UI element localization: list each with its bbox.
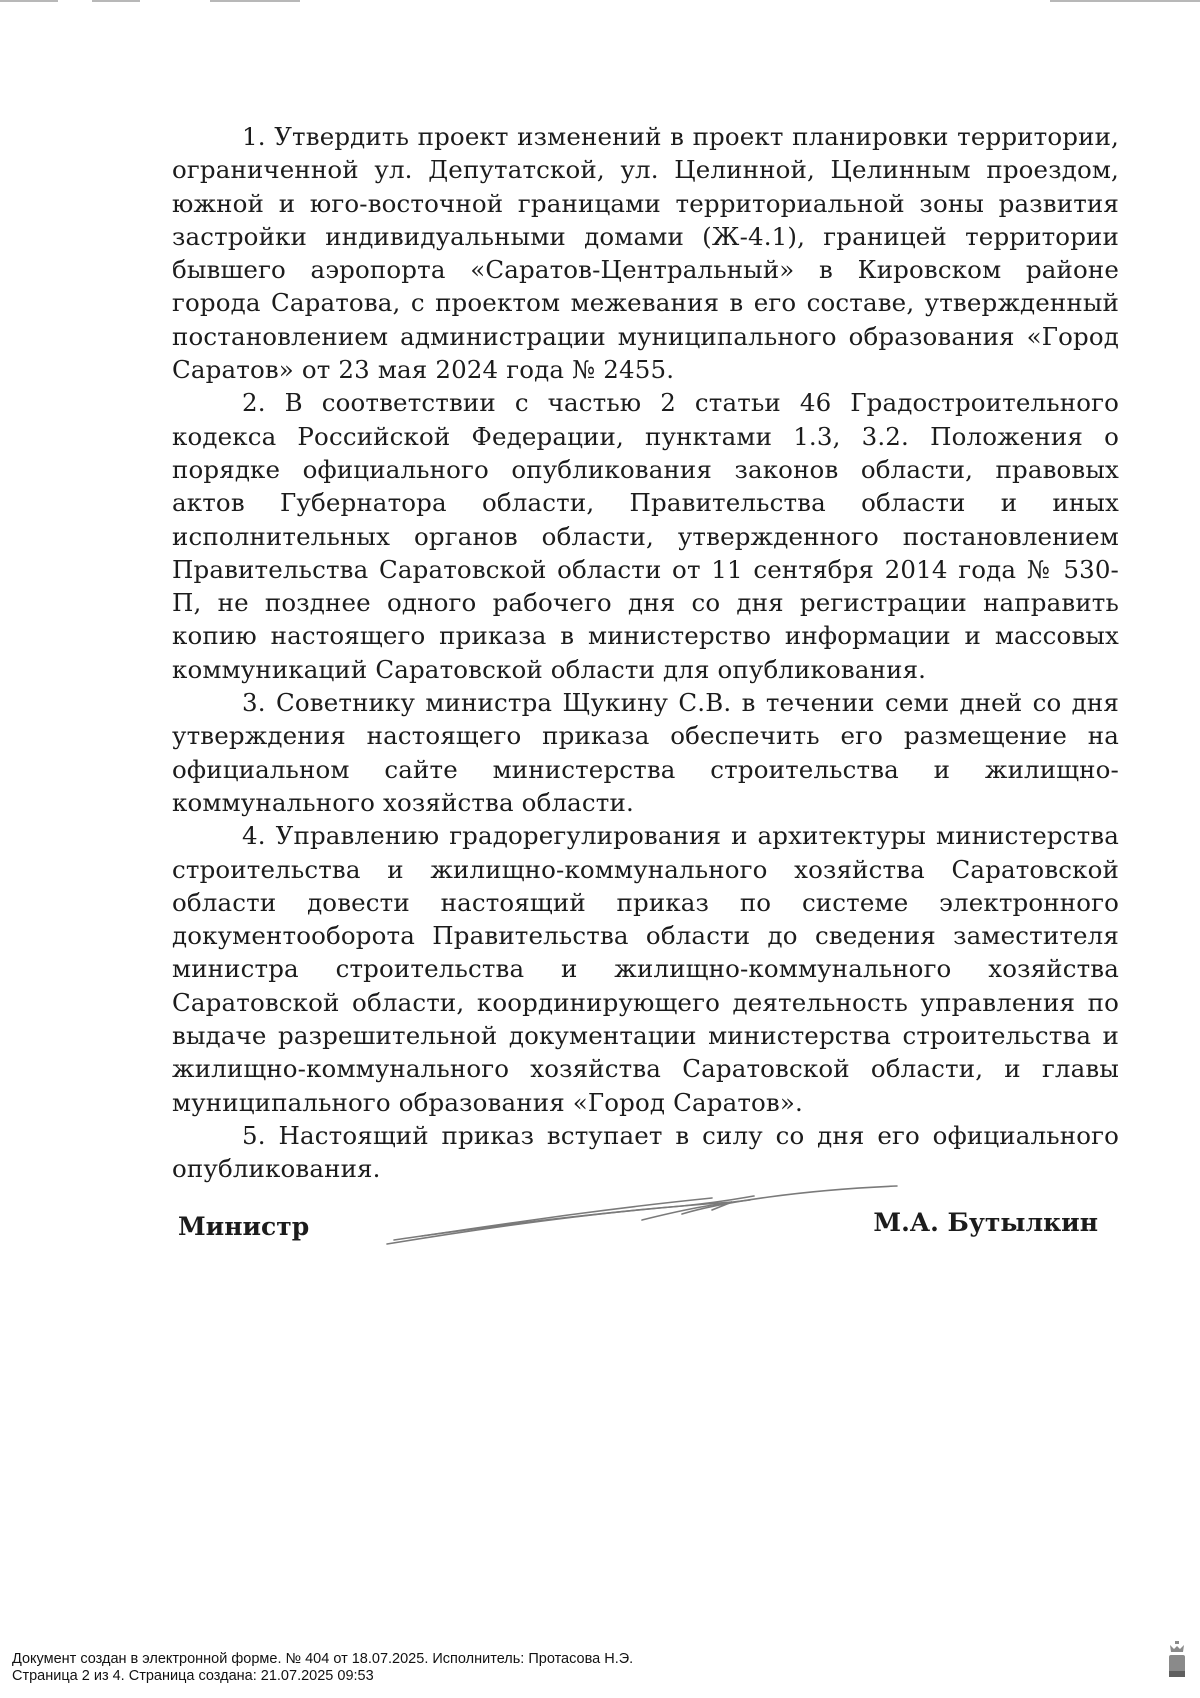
scan-edge-marks [0, 0, 1200, 6]
paragraph-1: 1. Утвердить проект изменений в проект планировки территории, ограниченной ул. Депутатской, ул. Целинной, Целинным проездом, южной и юго-восточной границами территориальной зоны развития застройки индивидуальными домами (Ж-4.1), границей территории бывшего аэропорта «Саратов-Центральный» в Кировском районе города Саратова, с проектом межевания в его составе, утвержденный постановлением администрации муниципального образования «Город Саратов» от 23 мая 2024 года № 2455. [172, 122, 1119, 385]
paragraph-5: 5. Настоящий приказ вступает в силу со дня его официального опубликования. [172, 1120, 1119, 1184]
document-body [172, 120, 1119, 1186]
paragraph-3: 3. Советнику министра Щукину С.В. в течении семи дней со дня утверждения настоящего приказа обеспечить его размещение на официальном сайте министерства строительства и жилищно-коммунального хозяйства области. [172, 688, 1119, 817]
coat-of-arms-icon [1166, 1641, 1188, 1683]
handwritten-signature [382, 1180, 902, 1250]
signature-block [172, 1180, 1120, 1270]
footer-line-1: Документ создан в электронной форме. № 404 от 18.07.2025. Исполнитель: Протасова Н.Э. [12, 1651, 634, 1667]
signatory-title: Министр [178, 1212, 310, 1241]
paragraph-4: 4. Управлению градорегулирования и архитектуры министерства строительства и жилищно-коммунального хозяйства Саратовской области довести настоящий приказ по системе электронного документооборота Правительства области до сведения заместителя министра строительства и жилищно-коммунального хозяйства Саратовской области, координирующего деятельность управления по выдаче разрешительной документации министерства строительства и жилищно-коммунального хозяйства Саратовской области, и главы муниципального образования «Город Саратов». [172, 821, 1119, 1117]
signatory-name: М.А. Бутылкин [873, 1208, 1098, 1237]
footer-stamp [12, 1651, 633, 1685]
footer-line-2: Страница 2 из 4. Страница создана: 21.07.2025 09:53 [12, 1668, 374, 1684]
paragraph-2: 2. В соответствии с частью 2 статьи 46 Градостроительного кодекса Российской Федерации, пунктами 1.3, 3.2. Положения о порядке официального опубликования законов области, правовых актов Губернатора области, Правительства области и иных исполнительных органов области, утвержденного постановлением Правительства Саратовской области от 11 сентября 2014 года № 530-П, не позднее одного рабочего дня со дня регистрации направить копию настоящего приказа в министерство информации и массовых коммуникаций Саратовской области для опубликования. [172, 388, 1119, 684]
